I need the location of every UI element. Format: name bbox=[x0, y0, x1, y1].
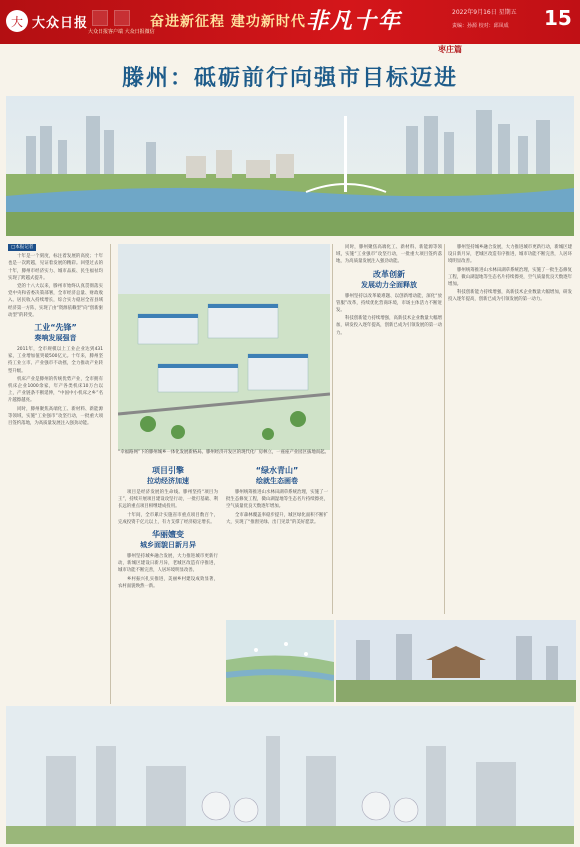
section-subtitle: 发展动力全面释放 bbox=[361, 280, 417, 289]
section-title: 华丽嬗变 bbox=[152, 530, 184, 540]
article-column-3 bbox=[226, 462, 328, 612]
column-rule bbox=[110, 244, 111, 704]
body-paragraph: 滕州坚持以改革破难题、以创新增动能，深化“放管服”改革，持续优化营商环境，市场主体活力不断迸发。 bbox=[336, 293, 442, 314]
industrial-park-photo bbox=[118, 244, 330, 450]
section-subtitle: 拉动经济加速 bbox=[147, 477, 189, 485]
article-column-2 bbox=[118, 462, 218, 638]
body-paragraph: 科技创新能力持续增强，高新技术企业数量大幅增加，研发投入逐年提高，创新已成为引领发展的第一动力。 bbox=[336, 316, 442, 336]
wechat-qr-icon[interactable] bbox=[114, 10, 130, 26]
body-paragraph: 科技创新能力持续增强，高新技术企业数量大幅增加，研发投入逐年提高，创新已成为引领发展的第一动力。 bbox=[448, 290, 572, 303]
body-paragraph: 项目是经济发展的生命线。滕州坚持“项目为王”，持续开展项目建设攻坚行动，一批打基础、利长远的重点项目相继建成投用。 bbox=[118, 490, 218, 510]
page-number: 15 bbox=[544, 6, 572, 30]
column-rule bbox=[332, 244, 333, 614]
slogan: 奋进新征程 建功新时代 bbox=[150, 14, 306, 30]
ancient-town-photo bbox=[336, 620, 576, 702]
body-paragraph: 2011年，全市规模以上工业企业达到431家，工业增加值突破500亿元。十年来，滕州坚持工业立市、产业强市不动摇，全力推动产业转型升级。 bbox=[8, 347, 103, 374]
body-paragraph: 同时，滕州聚焦高端化工、新材料、新能源等领域，实施“工业强市”攻坚行动，一批重大项目签约落地，为高质量发展注入强劲动能。 bbox=[336, 245, 442, 265]
qr-caption: 大众日报客户端 大众日报微信 bbox=[88, 29, 155, 35]
paper-logo-icon: 大 bbox=[6, 10, 28, 32]
edition-name: 枣庄篇 bbox=[438, 45, 462, 54]
body-paragraph: 滕州统筹推进山水林田湖草系统治理，实施了一批生态修复工程，微山湖湿地等生态名片持续擦亮，空气质量优良天数逐年增加。 bbox=[448, 267, 572, 288]
editor-line: 责编：孙源 校对：邱凤成 bbox=[452, 23, 509, 29]
section-title: 改革创新 bbox=[373, 269, 405, 279]
reporter-tag: □本报记者 bbox=[8, 244, 36, 251]
wetland-photo bbox=[226, 620, 334, 702]
chemical-park-photo bbox=[6, 706, 574, 844]
section-heading bbox=[336, 269, 442, 291]
section-heading bbox=[118, 529, 218, 551]
body-paragraph: 滕州统筹推进山水林田湖草系统治理，实施了一批生态修复工程，微山湖湿地等生态名片持续擦亮，空气质量优良天数逐年增加。 bbox=[226, 490, 328, 510]
qr-codes bbox=[92, 10, 130, 26]
article-column-5 bbox=[448, 244, 572, 659]
body-paragraph: 全市森林覆盖率稳步提升，城区绿化面积不断扩大，实现了“推窗见绿、出门见景”的美好愿景。 bbox=[226, 512, 328, 525]
paper-name: 大众日报 bbox=[32, 15, 89, 31]
column-rule bbox=[444, 244, 445, 614]
section-title: 项目引擎 bbox=[152, 466, 184, 475]
body-paragraph: 滕州坚持城乡融合发展，大力推进城市更新行动，新城区建设日新月异，老城区改造有序推进，城市功能不断完善，人居环境明显改善。 bbox=[118, 554, 218, 574]
body-paragraph: 滕州坚持城乡融合发展，大力推进城市更新行动，新城区建设日新月异，老城区改造有序推进，城市功能不断完善，人居环境明显改善。 bbox=[448, 245, 572, 265]
article-column-4 bbox=[336, 244, 442, 659]
masthead-band bbox=[0, 0, 580, 44]
feature-title: 非凡十年 bbox=[306, 8, 403, 34]
body-paragraph: 十年间，全市累计实施省市重点项目数百个，完成投资千亿元以上，有力支撑了经济稳定增长。 bbox=[118, 512, 218, 525]
page-headline: 滕州：砥砺前行向强市目标迈进 bbox=[121, 64, 458, 91]
section-subtitle: 绘就生态画卷 bbox=[256, 477, 298, 485]
section-title: 工业“先锋” bbox=[34, 323, 77, 333]
section-subtitle: 奏响发展强音 bbox=[34, 334, 77, 343]
body-paragraph: 乡村振兴扎实推进，美丽乡村建设成效显著，农村面貌焕然一新。 bbox=[118, 576, 218, 589]
issue-date: 2022年9月16日 星期五 bbox=[452, 9, 517, 16]
section-heading bbox=[226, 465, 328, 487]
section-subtitle: 城乡面貌日新月异 bbox=[140, 541, 196, 550]
section-heading bbox=[8, 322, 103, 344]
body-paragraph: 机床产业是滕州的传统优势产业，全市拥有机床企业1000余家，年产各类机床10万台以上，产业链条不断延伸，“中国中小机床之乡”名片越擦越亮。 bbox=[8, 376, 103, 404]
intro-paragraph: 十年是一个刻度，标注着发展的高度；十年也是一次跨越，见证着发展的精彩。回望过去的十年，滕州市经济实力、城市品质、民生福祉均实现了跨越式提升。 bbox=[8, 254, 103, 281]
hero-city-photo bbox=[6, 96, 574, 236]
body-paragraph: 同时，滕州聚焦高端化工、新材料、新能源等领域，实施“工业强市”攻坚行动，一批重大项目签约落地，为高质量发展注入强劲动能。 bbox=[8, 406, 103, 427]
headline-area bbox=[0, 56, 580, 96]
section-title: “绿水青山” bbox=[255, 466, 299, 475]
intro-paragraph: 党的十八大以来，滕州市始终认真贯彻落实党中央和省委决策部署，全市经济总量、财政收入、居民收入持续增长，综合实力稳居全省县域经济第一方阵，实现了由“资源依赖型”向“创新驱动型”的转变。 bbox=[8, 284, 103, 318]
photo-caption: “幸福路网”下的滕州城乡一体化发展新格局。滕州经济开发区的现代化厂房林立，一座座产业园区拔地而起。 bbox=[118, 450, 329, 455]
section-heading bbox=[118, 465, 218, 487]
app-qr-icon[interactable] bbox=[92, 10, 108, 26]
